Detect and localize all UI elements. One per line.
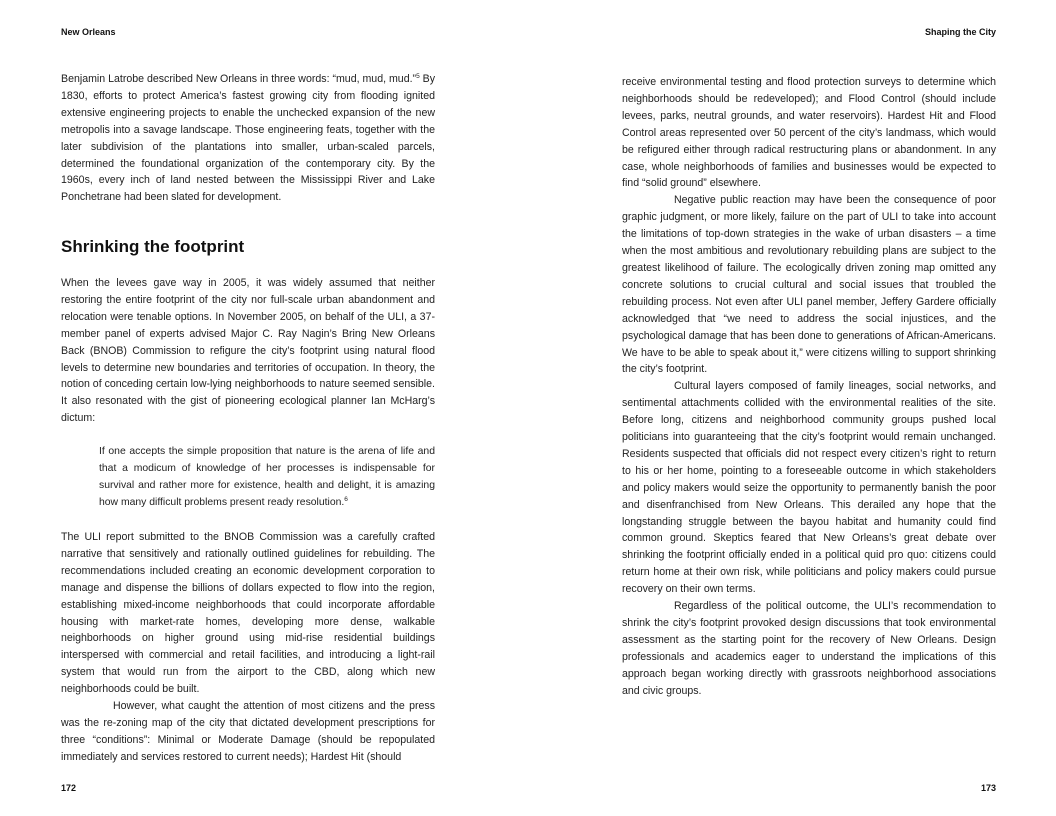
- paragraph-text: Benjamin Latrobe described New Orleans in three words: “mud, mud, mud.”: [61, 73, 417, 85]
- left-section-block: [61, 237, 435, 257]
- paragraph: The ULI report submitted to the BNOB Commission was a carefully crafted narrative that sensitively and rationally outlined guidelines for rebuilding. The recommendations included creating an economic development corporation to manage and dispense the billions of dollars expected to flow into the region, establishing mixed-income neighborhoods that could incorporate affordable housing with market-rate homes, developing more dense, walkable neighborhoods on higher ground using mid-rise residential buildings interspersed with commercial and retail facilities, and introducing a light-rail system that would run from the airport to the CBD, along which new neighborhoods could be built.: [61, 531, 435, 696]
- left-lower-block: [61, 529, 435, 766]
- right-body-block: [622, 74, 996, 700]
- block-quote: [61, 444, 435, 512]
- footnote-marker: 5: [416, 73, 420, 80]
- paragraph: [61, 71, 435, 206]
- paragraph: Cultural layers composed of family lineages, social networks, and sentimental attachments collided with the environmental realities of the site. Before long, citizens and neighborhood community groups pushed local politicians into guaranteeing that the city’s footprint would remain unchanged. Residents suspected that officials did not respect every citizen’s right to return to his or her home, pointing to a foreseeable outcome in which stakeholders and policy makers would seize the opportunity to permanently banish the poor and disenfranchised from New Orleans. This derailed any hope that the longstanding struggle between the bayou habitat and humanity could find common ground. Skeptics feared that New Orleans’s great debate over shrinking the footprint officially ended in a political quid pro quo: citizens could return home at their own risk, while politicians and policy makers could pursue recovery on their own terms.: [622, 380, 996, 596]
- running-head-right: Shaping the City: [924, 27, 996, 37]
- paragraph: However, what caught the attention of most citizens and the press was the re-zoning map of the city that dictated development prescriptions for three “conditions”: Minimal or Moderate Damage (should be repopulated immediately and services restored to current needs); Hardest Hit (should: [61, 700, 435, 763]
- left-body-block: [61, 275, 435, 427]
- block-quote-container: [61, 444, 435, 512]
- footnote-marker: 6: [344, 495, 348, 503]
- paragraph: Regardless of the political outcome, the ULI’s recommendation to shrink the city’s footprint provoked design discussions that took environmental assessment as the starting point for the recovery of New Orleans. Design professionals and academics eager to understand the implications of this approach began working directly with grassroots neighborhood associations and civic groups.: [622, 600, 996, 697]
- running-head-left: New Orleans: [61, 27, 116, 37]
- quote-text: If one accepts the simple proposition that nature is the arena of life and that a modicum of knowledge of her processes is indispensable for survival and rather more for existence, health and delight, it is amazing how many difficult problems present ready resolution.: [99, 446, 435, 508]
- paragraph: receive environmental testing and flood protection surveys to determine which neighborhoods should be redeveloped); and Flood Control (should include levees, parks, neutral grounds, and water reservoirs). Hardest Hit and Flood Control areas represented over 50 percent of the city’s landmass, which would be refigured either through radical restructuring plans or abandonment. In any case, whole neighborhoods of families and businesses would be expected to find “solid ground” elsewhere.: [622, 76, 996, 190]
- left-intro-block: [61, 71, 435, 206]
- paragraph: When the levees gave way in 2005, it was widely assumed that neither restoring the entire footprint of the city nor full-scale urban abandonment and relocation were tenable options. In November 2005, on behalf of the ULI, a 37-member panel of experts advised Major C. Ray Nagin’s Bring New Orleans Back (BNOB) Commission to refigure the city’s footprint using natural flood levels to determine new boundaries and territories of occupation. In theory, the notion of conceding certain low-lying neighborhoods to nature seemed sensible. It also resonated with the gist of pioneering ecological planner Ian McHarg’s dictum:: [61, 277, 435, 425]
- paragraph-text-continued: By 1830, efforts to protect America’s fastest growing city from flooding ignited extensive engineering projects to enable the unchecked expansion of the new metropolis into a savage landscape. Those engineering feats, together with the later subdivision of the plantations into smaller, urban-scaled parcels, determined the foundational organization of the contemporary city. By the 1960s, every inch of land nested between the Mississippi River and Lake Ponchetrane had been slated for development.: [61, 73, 435, 204]
- page-number-left: 172: [61, 783, 77, 793]
- paragraph: Negative public reaction may have been the consequence of poor graphic judgment, or more likely, failure on the part of ULI to take into account the limitations of top-down strategies in the wake of urban disasters – a time when the most ambitious and revolutionary rebuilding plans are subject to the greatest likelihood of failure. The ecologically driven zoning map omitted any concrete solutions to crucial cultural and social issues that troubled the rebuilding process. Not even after ULI panel member, Jeffery Gardere officially acknowledged that “we need to address the social injustices, and the psychological damage that has been done to generations of African-Americans. We have to be able to speak about it,” were citizens willing to support shrinking the city’s footprint.: [622, 194, 996, 376]
- section-heading: Shrinking the footprint: [61, 237, 245, 256]
- page-number-right: 173: [980, 783, 996, 793]
- right-page: [528, 0, 1056, 816]
